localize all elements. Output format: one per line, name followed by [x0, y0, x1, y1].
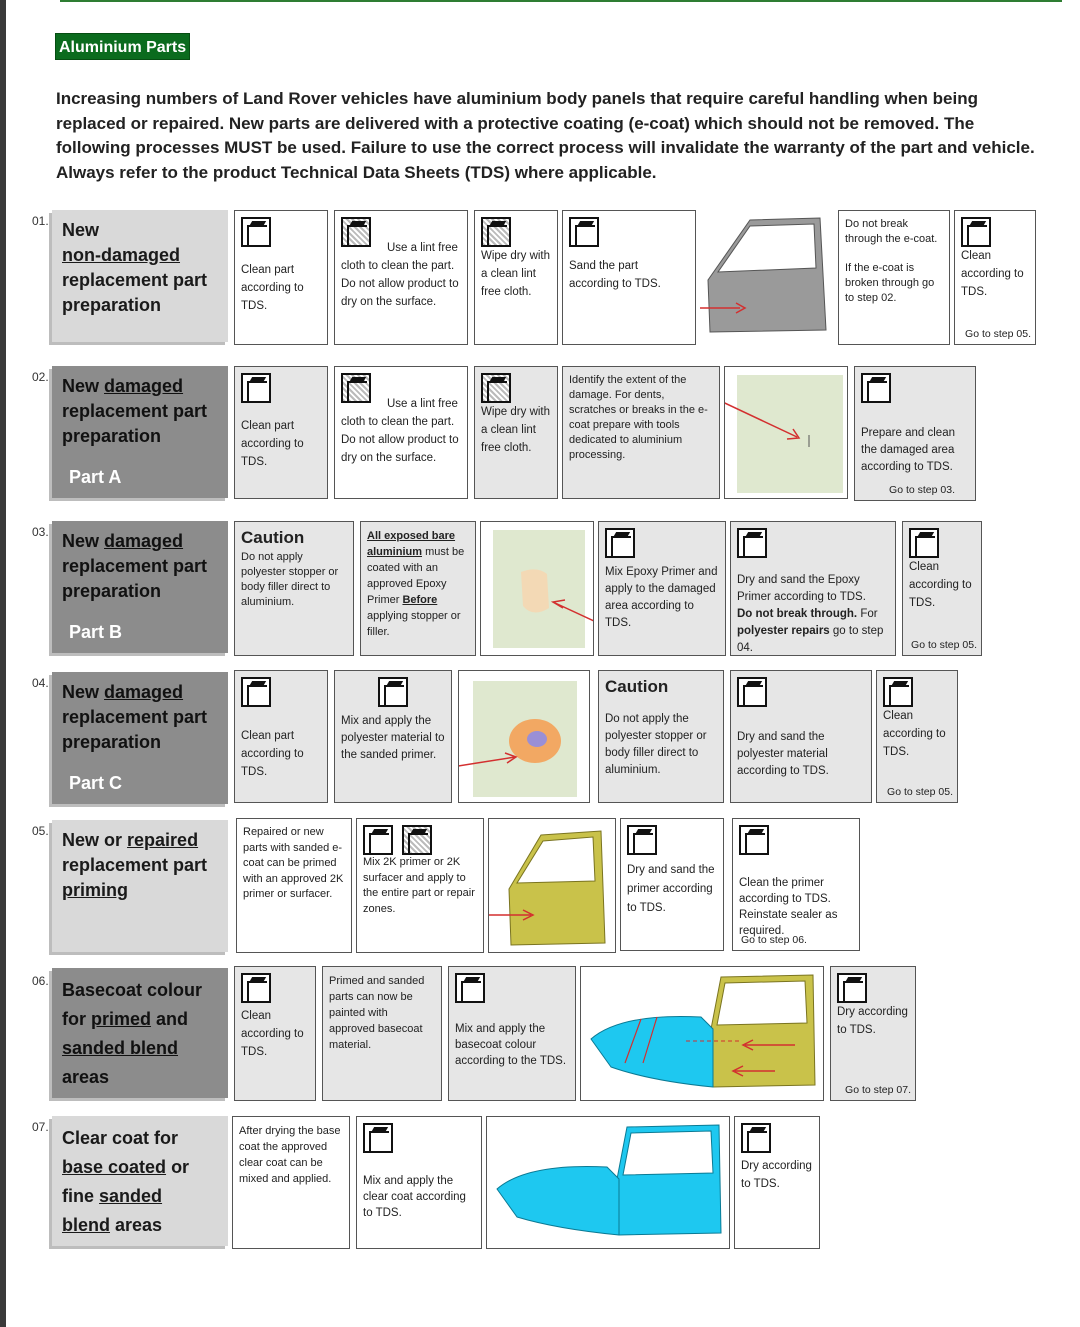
- step-label: New damaged replacement part preparation Part A: [52, 366, 228, 498]
- spray-gun-icon: [455, 973, 485, 1003]
- step-box: Clean part according to TDS.: [234, 210, 328, 345]
- step-label: New damaged replacement part preparation Part B: [52, 521, 228, 653]
- step-box: Sand the part according to TDS.: [562, 210, 696, 345]
- step-number: 05.: [32, 824, 49, 838]
- step-number: 03.: [32, 525, 49, 539]
- step-box: Mix and apply the polyester material to the sanded primer.: [334, 670, 452, 803]
- step-box: Dry and sand the polyester material according to TDS.: [730, 670, 872, 803]
- primed-door-image: [488, 818, 616, 953]
- cleaning-tool-icon: [241, 373, 271, 403]
- cleaning-tool-icon: [241, 677, 271, 707]
- sanding-tool-icon: [741, 1123, 771, 1153]
- cleaning-tool-icon: [883, 677, 913, 707]
- step-box: Do not break through the e-coat. If the e-coat is broken through go to step 02.: [838, 210, 950, 345]
- goto-note: Go to step 07.: [845, 1084, 911, 1096]
- step-number: 01.: [32, 214, 49, 228]
- caution-box: Caution Do not apply polyester stopper or body filler direct to aluminium.: [234, 521, 354, 656]
- step-box: Clean the primer according to TDS. Reinstate sealer as required. Go to step 06.: [732, 818, 860, 951]
- step-box: Identify the extent of the damage. For dents, scratches or breaks in the e-coat prepare with tools dedicated to aluminium processing.: [562, 366, 720, 499]
- lint-cloth-icon: [481, 217, 511, 247]
- goto-note: Go to step 06.: [741, 934, 807, 946]
- step-number: 04.: [32, 676, 49, 690]
- step-box: Mix and apply the clear coat according to TDS.: [356, 1116, 482, 1249]
- step-box: Clean according to TDS. Go to step 05.: [876, 670, 958, 803]
- part-label: Part C: [69, 773, 123, 793]
- caution-box: Caution Do not apply the polyester stopper or body filler direct to aluminium.: [598, 670, 724, 803]
- step-box: Clean according to TDS. Go to step 05.: [954, 210, 1036, 345]
- step-box: Clean part according to TDS.: [234, 670, 328, 803]
- sanding-tool-icon: [737, 677, 767, 707]
- step-box: Mix and apply the basecoat colour according to the TDS.: [448, 966, 576, 1101]
- cleaning-tool-icon: [739, 825, 769, 855]
- step-box: Use a lint free cloth to clean the part. Do not allow product to dry on the surface.: [334, 210, 468, 345]
- step-label: New damaged replacement part preparation Part C: [52, 672, 228, 804]
- step-box: Mix Epoxy Primer and apply to the damaged area according to TDS.: [598, 521, 726, 656]
- intro-paragraph: Increasing numbers of Land Rover vehicles have aluminium body panels that require careful handling when being replaced or repaired. New parts are delivered with a protective coating (e-coat) which should not be removed. The following processes MUST be used. Failure to use the correct process will invalidate the warranty of the part and vehicle. Always refer to the product Technical Data Sheets (TDS) where applicable.: [56, 89, 1035, 182]
- cleaning-tool-icon: [961, 217, 991, 247]
- clear-coat-image: [486, 1116, 730, 1249]
- cleaning-tool-icon: [241, 217, 271, 247]
- mixing-icon: [363, 825, 393, 855]
- step-box: Use a lint free cloth to clean the part. Do not allow product to dry on the surface.: [334, 366, 468, 499]
- sanding-tool-icon: [627, 825, 657, 855]
- goto-note: Go to step 05.: [911, 639, 977, 651]
- step-box: Repaired or new parts with sanded e-coat can be primed with an approved 2K primer or surfacer.: [236, 818, 352, 953]
- step-box: Wipe dry with a clean lint free cloth.: [474, 210, 558, 345]
- sanding-tool-icon: [737, 528, 767, 558]
- damage-panel-image: [724, 366, 848, 499]
- spray-gun-icon: [605, 528, 635, 558]
- sanding-tool-icon: [837, 973, 867, 1003]
- part-label: Part B: [69, 622, 123, 642]
- step-box: All exposed bare aluminium must be coated with an approved Epoxy Primer Before applying stopper or filler.: [360, 521, 476, 656]
- cleaning-tool-icon: [909, 528, 939, 558]
- step-box: Prepare and clean the damaged area according to TDS. Go to step 03.: [854, 366, 976, 501]
- filler-panel-image: [458, 670, 590, 803]
- primer-panel-image: [480, 521, 594, 656]
- step-number: 02.: [32, 370, 49, 384]
- section-heading: Aluminium Parts: [55, 33, 190, 60]
- step-box: Clean according to TDS. Go to step 05.: [902, 521, 982, 656]
- step-label: New or repaired replacement part priming: [52, 820, 228, 952]
- cleaning-tool-icon: [861, 373, 891, 403]
- step-box: Mix 2K primer or 2K surfacer and apply to the entire part or repair zones.: [356, 818, 484, 953]
- door-image: [700, 210, 832, 345]
- step-box: Dry and sand the primer according to TDS.: [620, 818, 724, 951]
- blend-area-image: [580, 966, 824, 1101]
- step-number: 07.: [32, 1120, 49, 1134]
- mixing-icon: [378, 677, 408, 707]
- step-box: Clean part according to TDS.: [234, 366, 328, 499]
- step-box: After drying the base coat the approved clear coat can be mixed and applied.: [232, 1116, 350, 1249]
- step-box: Clean according to TDS.: [234, 966, 316, 1101]
- lint-cloth-icon: [341, 373, 371, 403]
- step-box: Wipe dry with a clean lint free cloth.: [474, 366, 558, 499]
- step-label: Clear coat for base coated or fine sanded blend areas: [52, 1116, 228, 1246]
- step-box: Dry and sand the Epoxy Primer according to TDS. Do not break through. For polyester repairs go to step 04.: [730, 521, 896, 656]
- spray-gun-icon: [402, 825, 432, 855]
- step-box: Dry according to TDS.: [734, 1116, 820, 1249]
- goto-note: Go to step 05.: [887, 786, 953, 798]
- left-border: [0, 0, 6, 1327]
- sanding-tool-icon: [569, 217, 599, 247]
- step-box: Primed and sanded parts can now be painted with approved basecoat material.: [322, 966, 442, 1101]
- goto-note: Go to step 03.: [889, 484, 955, 496]
- part-label: Part A: [69, 467, 122, 487]
- lint-cloth-icon: [341, 217, 371, 247]
- step-number: 06.: [32, 974, 49, 988]
- step-label: Basecoat colour for primed and sanded blend areas: [52, 968, 228, 1098]
- top-rule: [60, 0, 1062, 2]
- spray-gun-icon: [363, 1123, 393, 1153]
- step-box: Dry according to TDS. Go to step 07.: [830, 966, 916, 1101]
- step-label: New non-damaged replacement part preparation: [52, 210, 228, 342]
- goto-note: Go to step 05.: [965, 328, 1031, 340]
- cleaning-tool-icon: [241, 973, 271, 1003]
- lint-cloth-icon: [481, 373, 511, 403]
